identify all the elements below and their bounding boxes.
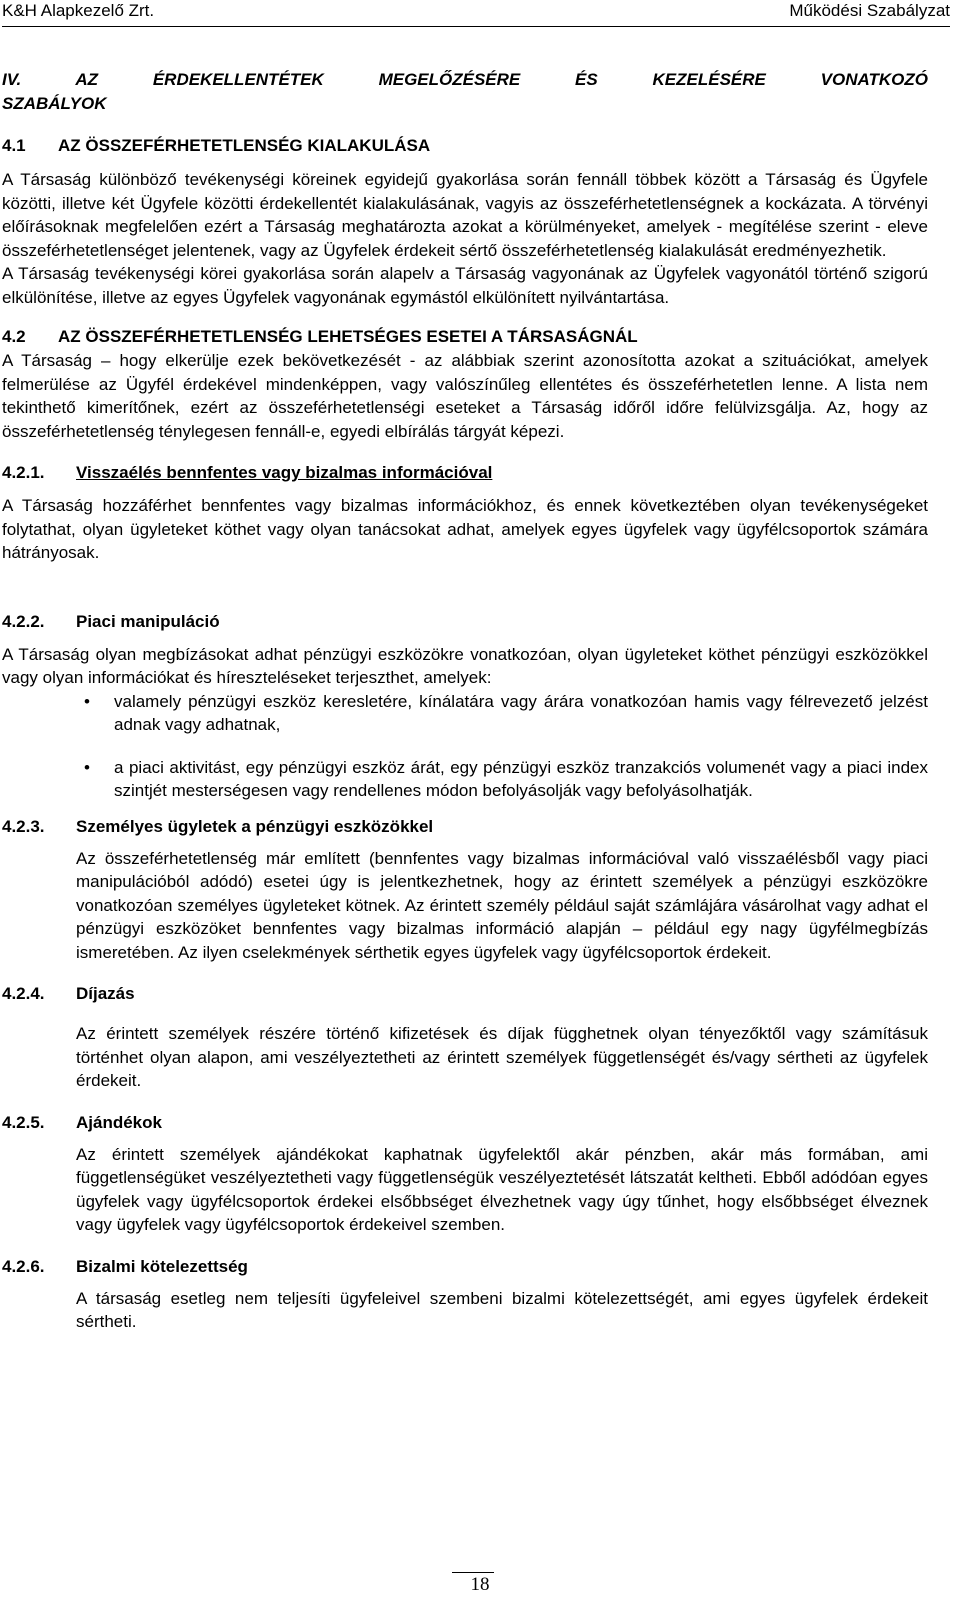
section-4-2-1-heading — [2, 461, 928, 485]
header-doc-title: Működési Szabályzat — [789, 1, 950, 20]
subsection-title: Visszaélés bennfentes vagy bizalmas információval — [76, 463, 493, 482]
chapter-title — [2, 68, 928, 116]
section-4-2-2-heading — [2, 610, 928, 634]
section-4-2-heading — [2, 325, 928, 349]
footer-divider — [452, 1572, 494, 1573]
section-title: AZ ÖSSZEFÉRHETETLENSÉG KIALAKULÁSA — [58, 136, 431, 155]
list-item: • valamely pénzügyi eszköz keresletére, kínálatára vagy árára vonatkozóan hamis vagy félrevezető jelzést adnak vagy adhatnak, — [84, 691, 928, 734]
section-4-1-paragraph-2: A Társaság tevékenységi körei gyakorlása során alapelv a Társaság vagyonának az Ügyfelek vagyonától történő szigorú elkülönítése, illetve az egyes Ügyfelek vagyonának egymástól elkülönített nyilvántartása. — [2, 264, 928, 307]
subsection-number: 4.2.6. — [2, 1256, 45, 1276]
subsection-title: Személyes ügyletek a pénzügyi eszközökkel — [76, 816, 434, 836]
subsection-title: Ajándékok — [76, 1112, 162, 1132]
section-4-2-5-heading — [2, 1111, 928, 1135]
section-4-1-heading — [2, 134, 928, 158]
subsection-title: Díjazás — [76, 984, 135, 1003]
subsection-number: 4.2.5. — [2, 1112, 45, 1132]
manipulation-bullet-list — [2, 690, 928, 803]
section-4-2-2-paragraph: A Társaság olyan megbízásokat adhat pénzügyi eszközökre vonatkozóan, olyan ügyleteket köthet pénzügyi eszközökkel vagy olyan információkat és híreszteléseket terjeszthet, amelyek: — [2, 644, 928, 687]
subsection-number: 4.2.2. — [2, 611, 45, 631]
header-company: K&H Alapkezelő Zrt. — [2, 1, 155, 20]
subsection-number: 4.2.4. — [2, 984, 45, 1003]
bullet-icon: • — [84, 691, 90, 711]
section-4-2-paragraph: A Társaság – hogy elkerülje ezek bekövetkezését - az alábbiak szerint azonosította azokat a szituációkat, amelyek felmerülése az Ügyfél érdekével mindenképpen, vagy valószínűleg ellentétes és összeférhetetlen lenne. A lista nem tekinthető kimerítőnek, ezért az összeférhetetlenségi eseteket a Társaság időről időre felülvizsgálja. Az, hogy az összeférhetetlenség ténylegesen fennáll-e, egyedi elbírálás tárgyát képezi. — [2, 351, 928, 441]
chapter-title-line1: IV. AZ ÉRDEKELLENTÉTEK MEGELŐZÉSÉRE ÉS KEZELÉSÉRE VONATKOZÓ — [2, 70, 928, 89]
section-4-2-4-paragraph: Az érintett személyek részére történő kifizetések és díjak függhetnek olyan tényezőktől vagy számításuk történhet olyan alapon, ami veszélyeztetheti az érintett személyek függetlenségét és/vagy sértheti az ügyfelek érdekeit. — [76, 1024, 928, 1090]
section-4-2-3-paragraph: Az összeférhetetlenség már említett (bennfentes vagy bizalmas információval való visszaélésből vagy piaci manipulációból adódó) esetei úgy is jelentkezhetnek, hogy az érintett személyek a pénzügyi eszközökre vonatkozóan személyes ügyleteket kötnek. Az érintett személy például saját számlájára vásárolhat vagy adhat el pénzügyi eszközöket bennfentes vagy bizalmas információ alapján – például egy nagy ügyfélmegbízás ismeretében. Az ilyen cselekmények sérthetik egyes ügyfelek vagy ügyfélcsoportok érdekeit. — [76, 848, 928, 962]
subsection-title: Piaci manipuláció — [76, 611, 220, 631]
subsection-title: Bizalmi kötelezettség — [76, 1256, 248, 1276]
bullet-icon: • — [84, 757, 90, 777]
section-4-2-6-paragraph: A társaság esetleg nem teljesíti ügyfeleivel szembeni bizalmi kötelezettségét, ami egyes ügyfelek érdekeit sértheti. — [76, 1288, 928, 1331]
section-4-2-1-paragraph: A Társaság hozzáférhet bennfentes vagy bizalmas információkhoz, és ennek következtében olyan tevékenységeket folytathat, olyan ügyleteket köthet vagy olyan tanácsokat adhat, amelyek egyes ügyfelek vagy ügyfélcsoportok számára hátrányosak. — [2, 496, 928, 562]
page-number: 18 — [470, 1574, 490, 1595]
section-number: 4.1 — [2, 136, 26, 155]
list-item: • a piaci aktivitást, egy pénzügyi eszköz árát, egy pénzügyi eszköz tranzakciós volumenét vagy a piaci index szintjét mesterségesen vagy rendellenes módon befolyásolják vagy befolyásolhatják. — [84, 757, 928, 800]
section-title: AZ ÖSSZEFÉRHETETLENSÉG LEHETSÉGES ESETEI A TÁRSASÁGNÁL — [58, 327, 638, 346]
section-number: 4.2 — [2, 327, 26, 346]
chapter-title-line2: SZABÁLYOK — [2, 94, 107, 113]
section-4-2-3-heading — [2, 815, 928, 839]
document-body — [2, 68, 928, 1334]
section-4-1-paragraph-1: A Társaság különböző tevékenységi köreinek egyidejű gyakorlása során fennáll többek között a Társaság és Ügyfele közötti, illetve két Ügyfele közötti érdekellentét kialakulásának, vagyis az összeférhetetlenségnek a kockázata. A törvényi előírásoknak megfelelően ezért a Társaság meghatározta azokat a körülményeket, amelyek - megítélése szerint - eleve összeférhetetlenséget jelentenek, vagy az Ügyfelek érdekeit sértő összeférhetetlenség kialakulását eredményezhetik. — [2, 170, 928, 260]
page-header — [2, 0, 950, 27]
subsection-number: 4.2.1. — [2, 463, 45, 482]
section-4-2-4-heading — [2, 982, 928, 1006]
section-4-2-6-heading — [2, 1255, 928, 1279]
subsection-number: 4.2.3. — [2, 816, 45, 836]
section-4-2-5-paragraph: Az érintett személyek ajándékokat kaphatnak ügyfelektől akár pénzben, akár más formában, ami függetlenségüket veszélyeztetheti vagy függetlenségük veszélyeztetését látszatát keltheti. Ebből adódóan egyes ügyfelek vagy ügyfélcsoportok érdekei elsőbbséget élvezhetnek vagy úgy tűnhet, hogy elsőbbséget élveznek vagy ügyfelek vagy ügyfélcsoportok érdekeivel szemben. — [76, 1144, 928, 1234]
